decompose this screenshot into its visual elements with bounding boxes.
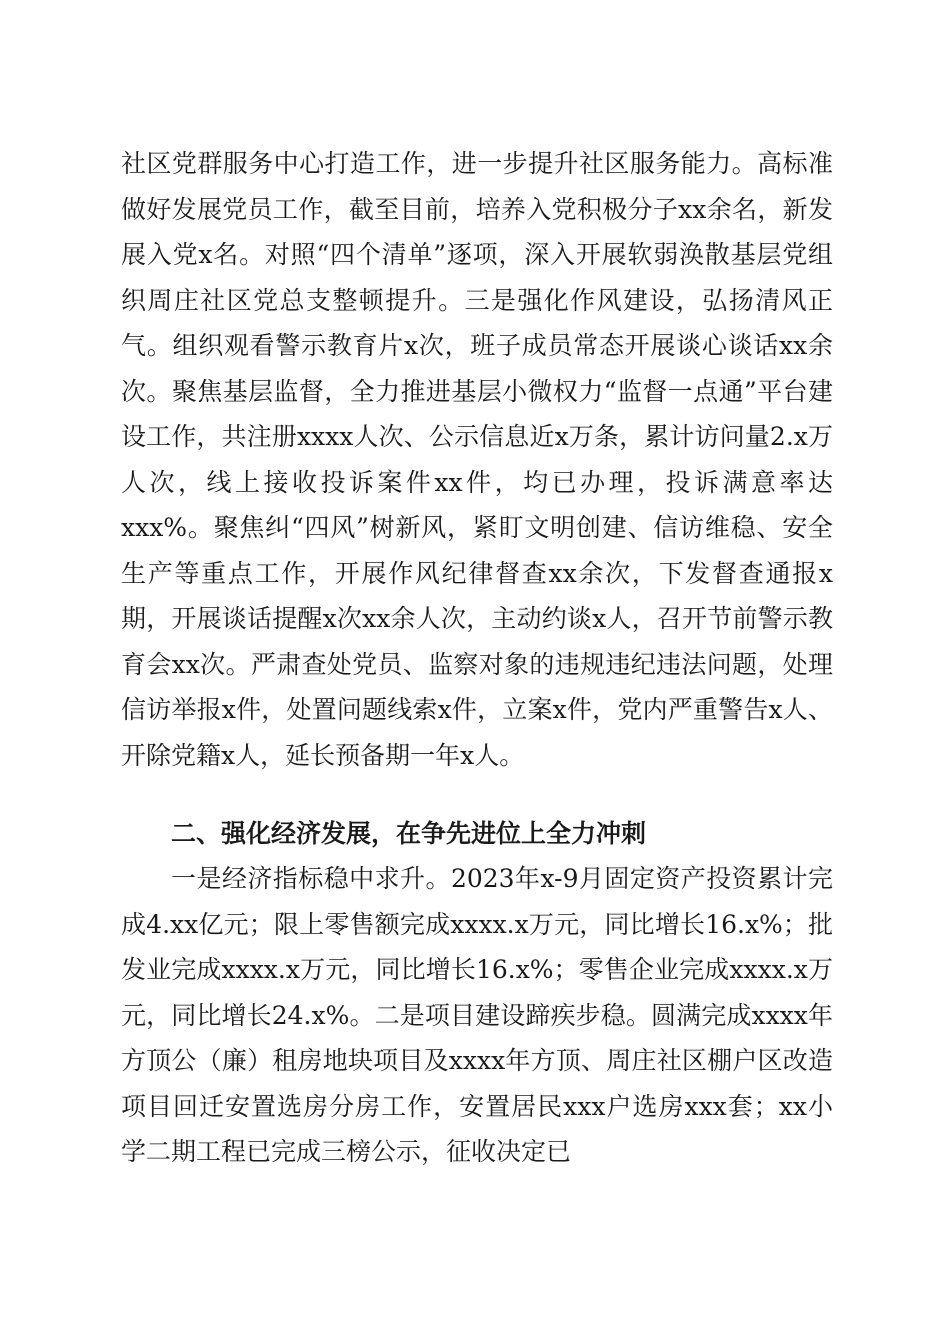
body-paragraph-party-building: 社区党群服务中心打造工作，进一步提升社区服务能力。高标准做好发展党员工作，截至目前，培养入党积极分子xx余名，新发展入党x名。对照“四个清单”逐项，深入开展软弱涣散基层党组织周庄社区党总支整顿提升。三是强化作风建设，弘扬清风正气。组织观看警示教育片x次，班子成员常态开展谈心谈话xx余次。聚焦基层监督，全力推进基层小微权力“监督一点通”平台建设工作，共注册xxxx人次、公示信息近x万条，累计访问量2.x万人次，线上接收投诉案件xx件，均已办理，投诉满意率达xxx%。聚焦纠“四风”树新风，紧盯文明创建、信访维稳、安全生产等重点工作，开展作风纪律督查xx余次，下发督查通报x期，开展谈话提醒x次xx余人次，主动约谈x人，召开节前警示教育会xx次。严肃查处党员、监察对象的违规违纪违法问题，处理信访举报x件，处置问题线索x件，立案x件，党内严重警告x人、开除党籍x人，延长预备期一年x人。	[121, 149, 833, 770]
body-paragraph-economic-indicators: 一是经济指标稳中求升。2023年x-9月固定资产投资累计完成4.xx亿元；限上零售额完成xxxx.x万元，同比增长16.x%；批发业完成xxxx.x万元，同比增长16.x%；零售企业完成xxxx.x万元，同比增长24.x%。二是项目建设蹄疾步稳。圆满完成xxxx年方顶公（廉）租房地块项目及xxxx年方顶、周庄社区棚户区改造项目回迁安置选房分房工作，安置居民xxx户选房xxx套；xx小学二期工程已完成三榜公示，征收决定已	[121, 864, 833, 1166]
section-heading-economic-development: 二、强化经济发展，在争先进位上全力冲刺	[171, 819, 647, 848]
